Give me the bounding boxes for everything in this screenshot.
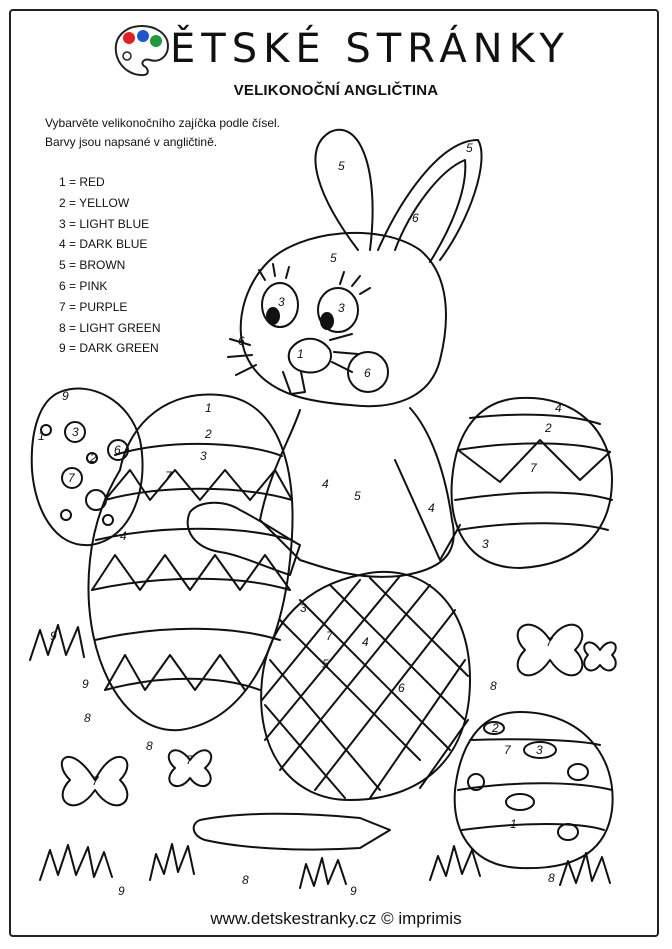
number-label: 1: [38, 429, 45, 443]
number-label: 9: [62, 389, 69, 403]
number-label: 2: [205, 427, 212, 441]
number-label: 9: [50, 629, 57, 643]
number-label: 5: [354, 489, 361, 503]
number-label: 3: [536, 743, 543, 757]
number-label: 6: [412, 211, 419, 225]
bunny-teeth: [283, 372, 305, 394]
number-label: 8: [146, 739, 153, 753]
legend-item: 6 = PINK: [59, 278, 108, 293]
number-label: 7: [165, 469, 172, 483]
egg-stripes: [92, 444, 292, 690]
number-label: 4: [555, 401, 562, 415]
number-label: 7: [92, 774, 99, 788]
number-label: 7: [546, 635, 553, 649]
number-label: 3: [300, 601, 307, 615]
number-label: 3: [72, 425, 79, 439]
number-label: 5: [322, 657, 329, 671]
number-label: 6: [398, 681, 405, 695]
number-label: 8: [548, 871, 555, 885]
number-label: 7: [504, 743, 511, 757]
legend-item: 4 = DARK BLUE: [59, 237, 148, 252]
number-label: 3: [278, 295, 285, 309]
number-label: 7: [326, 629, 333, 643]
legend-item: 5 = BROWN: [59, 258, 126, 273]
number-label: 7: [68, 471, 75, 485]
number-label: 3: [200, 449, 207, 463]
footer-credit: www.detskestranky.cz © imprimis: [210, 909, 462, 928]
legend-item: 7 = PURPLE: [59, 299, 128, 314]
number-label: 2: [545, 421, 552, 435]
bunny-ears: [315, 130, 481, 262]
brand-title: ĚTSKÉ STRÁNKY: [170, 26, 570, 72]
number-label: 8: [242, 873, 249, 887]
number-label: 5: [466, 141, 473, 155]
legend-item: 8 = LIGHT GREEN: [59, 320, 161, 335]
number-label: 7: [530, 461, 537, 475]
number-label: 6: [114, 443, 121, 457]
number-label: 3: [482, 537, 489, 551]
number-label: 5: [338, 159, 345, 173]
number-label: 1: [297, 347, 304, 361]
legend-item: 2 = YELLOW: [59, 195, 130, 210]
number-label: 3: [338, 301, 345, 315]
number-label: 9: [82, 677, 89, 691]
number-label: 5: [330, 251, 337, 265]
number-label: 4: [362, 635, 369, 649]
number-label: 8: [84, 711, 91, 725]
number-label: 6: [364, 366, 371, 380]
number-label: 4: [120, 529, 127, 543]
bunny-foot: [194, 814, 390, 850]
legend-item: 1 = RED: [59, 175, 105, 189]
bunny-eyes: [259, 264, 370, 332]
number-label: 1: [510, 817, 517, 831]
number-label: 6: [238, 334, 245, 348]
number-label: 9: [350, 884, 357, 898]
number-label: 4: [322, 477, 329, 491]
easter-egg-left: [32, 389, 143, 546]
number-label: 1: [205, 401, 212, 415]
number-label: 9: [118, 884, 125, 898]
easter-egg-right: [452, 398, 612, 568]
legend-item: 9 = DARK GREEN: [59, 341, 159, 356]
number-label: 4: [428, 501, 435, 515]
number-label: 8: [490, 679, 497, 693]
instructions-text: Vybarvěte velikonočního zajíčka podle čísel. Barvy jsou napsané v angličtině.: [45, 116, 281, 149]
legend-item: 3 = LIGHT BLUE: [59, 216, 150, 231]
bunny-snout: [289, 339, 331, 373]
page-subtitle: VELIKONOČNÍ ANGLIČTINA: [233, 82, 439, 99]
number-label: 7: [186, 753, 193, 767]
bunny-whiskers: [228, 334, 358, 375]
number-label: 2: [90, 451, 97, 465]
number-label: 2: [492, 721, 499, 735]
